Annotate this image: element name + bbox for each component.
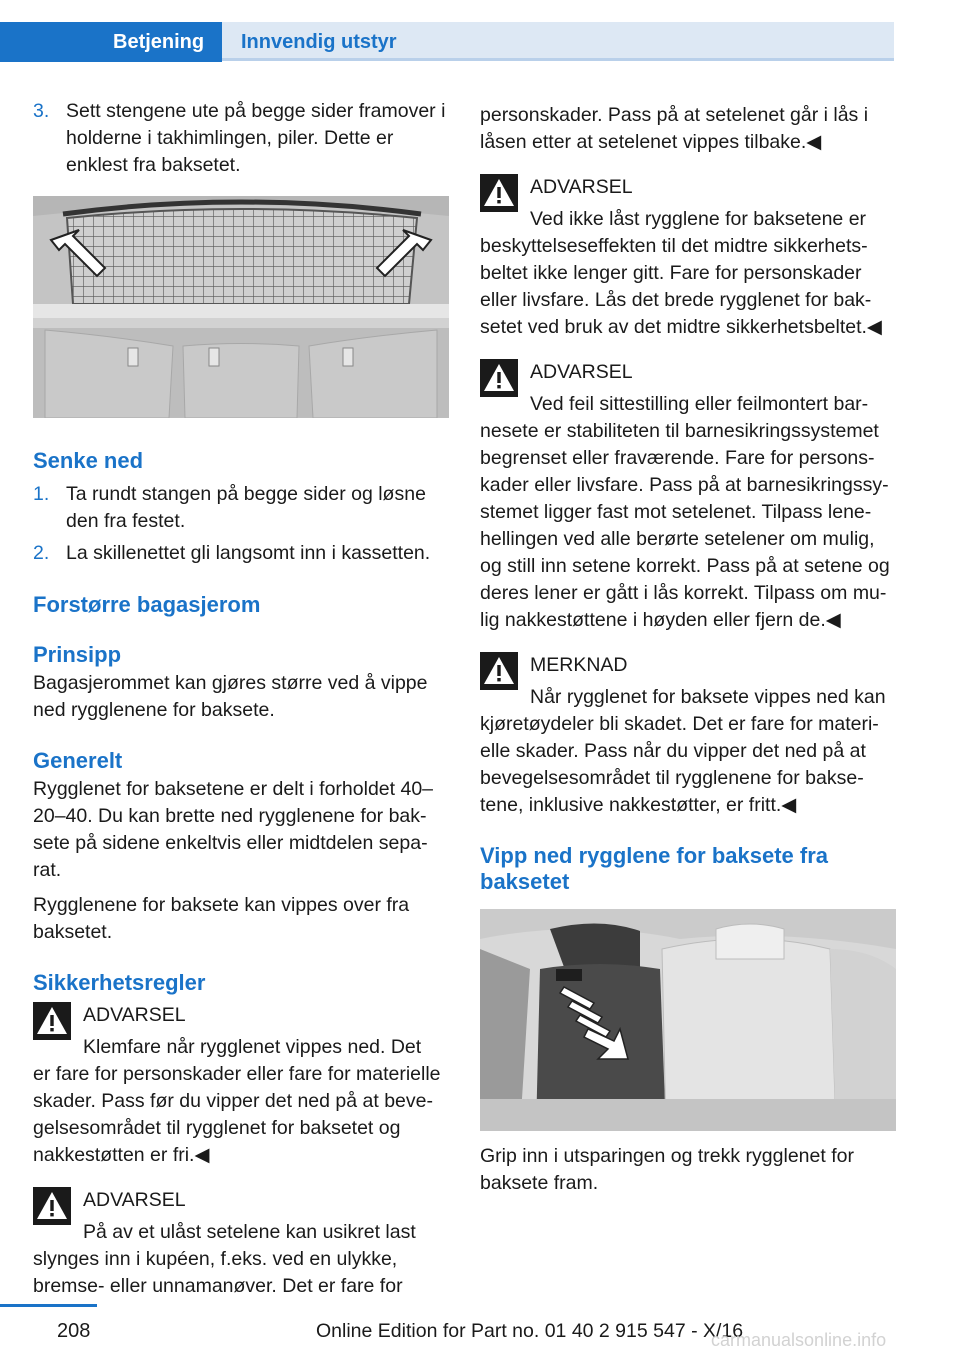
heading-vipp-ned-rygglene: Vipp ned rygglene for baksete fra baksetet [480, 843, 829, 894]
heading-prinsipp: Prinsipp [33, 642, 122, 667]
warning-text: er fare for personskader eller fare for materielle skader. Pass før du vipper det ned på at beve-gelsesområdet til rygglenet for baksetet og nakkestøtten er fri.◀ [33, 1063, 441, 1166]
step-number: 1. [33, 483, 50, 505]
warning-triangle-icon [480, 652, 518, 690]
heading-generelt: Generelt [33, 748, 123, 773]
step-3 [33, 98, 449, 179]
warning-triangle-icon [33, 1002, 71, 1040]
note-title: MERKNAD [530, 654, 628, 676]
prinsipp-text: Bagasjerommet kan gjøres større ved å vippe ned rygglenene for baksete. [33, 672, 428, 721]
rear-seat-photo [480, 909, 896, 1131]
warning-block-1 [33, 1002, 449, 1169]
page-footer [0, 1300, 960, 1362]
right-column [480, 98, 896, 1197]
warning-text-first-line: Klemfare når rygglenet vippes ned. Det [83, 1036, 422, 1058]
continued-text: personskader. Pass på at setelenet går i lås i låsen etter at setelenet vippes tilbake.◀ [480, 104, 869, 153]
step-number: 3. [33, 100, 50, 122]
edition-text: Online Edition for Part no. 01 40 2 915 547 - X/16 [316, 1320, 744, 1342]
heading-forstorre-bagasjerom: Forstørre bagasjerom [33, 592, 261, 617]
generelt-paragraph-2: Rygglenene for baksete kan vippes over fra baksetet. [33, 894, 410, 943]
step-text: Ta rundt stangen på begge sider og løsne den fra festet. [66, 483, 426, 532]
left-column [33, 98, 449, 1300]
warning-text: nesete er stabiliteten til barnesikringssystemet begrenset eller fraværende. Fare for persons-kader eller livsfare. Pass på at barnesikringssy-stemet ligger fast mot setelenet. Tilpass lene-hellingen ved alle berørte setelener om mulig, og still inn setene korrekt. Pass på at setene og deres lener er gått i lås korrekt. Tilpass om mu-lig nakkestøttene i høyden eller fjern de.◀ [480, 420, 890, 631]
warning-text-first-line: Ved feil sittestilling eller feilmontert bar- [530, 393, 869, 415]
warning-triangle-icon [33, 1187, 71, 1225]
generelt-paragraph-1: Rygglenet for baksetene er delt i forholdet 40–20–40. Du kan brette ned rygglenene for bak-sete på sidene enkeltvis eller midtdelen sepa-rat. [33, 778, 434, 881]
senke-step-1 [33, 481, 449, 535]
cargo-net-photo [33, 196, 449, 418]
note-block [480, 652, 896, 819]
warning-title: ADVARSEL [530, 176, 633, 198]
warning-title: ADVARSEL [530, 361, 633, 383]
page-number: 208 [57, 1320, 91, 1342]
note-text: kjøretøydeler bli skadet. Det er fare for materi-elle skader. Pass når du vipper det ned på at bevegelsesområdet til rygglenene for bakse-tene, inklusive nakkestøtter, er fritt.◀ [480, 713, 879, 816]
page-header [0, 0, 960, 62]
warning-block-2 [33, 1187, 449, 1300]
vipp-instruction: Grip inn i utsparingen og trekk rygglenet for baksete fram. [480, 1145, 854, 1194]
step-number: 2. [33, 542, 50, 564]
section-tab-innvendig-utstyr: Innvendig utstyr [222, 22, 894, 58]
warning-text: beskyttelseseffekten til det midtre sikkerhets-beltet ikke lenger gitt. Fare for personskader eller livsfare. Lås det brede rygglenet for bak-setet ved bruk av det midtre sikkerhetsbeltet.◀ [480, 235, 882, 338]
warning-text-first-line: På av et ulåst setelene kan usikret last [83, 1221, 416, 1243]
heading-senke-ned: Senke ned [33, 448, 144, 473]
warning-block-3 [480, 174, 896, 341]
header-rule [222, 58, 894, 61]
warning-title: ADVARSEL [83, 1004, 186, 1026]
senke-step-2 [33, 540, 449, 567]
step-text: La skillenettet gli langsomt inn i kassetten. [66, 542, 431, 564]
warning-text-first-line: Ved ikke låst rygglene for baksetene er [530, 208, 867, 230]
step-text: Sett stengene ute på begge sider framover i holderne i takhimlingen, piler. Dette er enklest fra baksetet. [66, 100, 446, 176]
footer-rule [0, 1304, 97, 1307]
warning-triangle-icon [480, 359, 518, 397]
heading-sikkerhetsregler: Sikkerhetsregler [33, 970, 206, 995]
warning-triangle-icon [480, 174, 518, 212]
warning-block-4 [480, 359, 896, 634]
note-text-first-line: Når rygglenet for baksete vippes ned kan [530, 686, 886, 708]
warning-title: ADVARSEL [83, 1189, 186, 1211]
watermark: carmanualsonline.info [711, 1330, 887, 1350]
warning-text: slynges inn i kupéen, f.eks. ved en ulykke, bremse- eller unnamanøver. Det er fare for [33, 1248, 403, 1297]
section-tab-betjening: Betjening [0, 22, 222, 62]
